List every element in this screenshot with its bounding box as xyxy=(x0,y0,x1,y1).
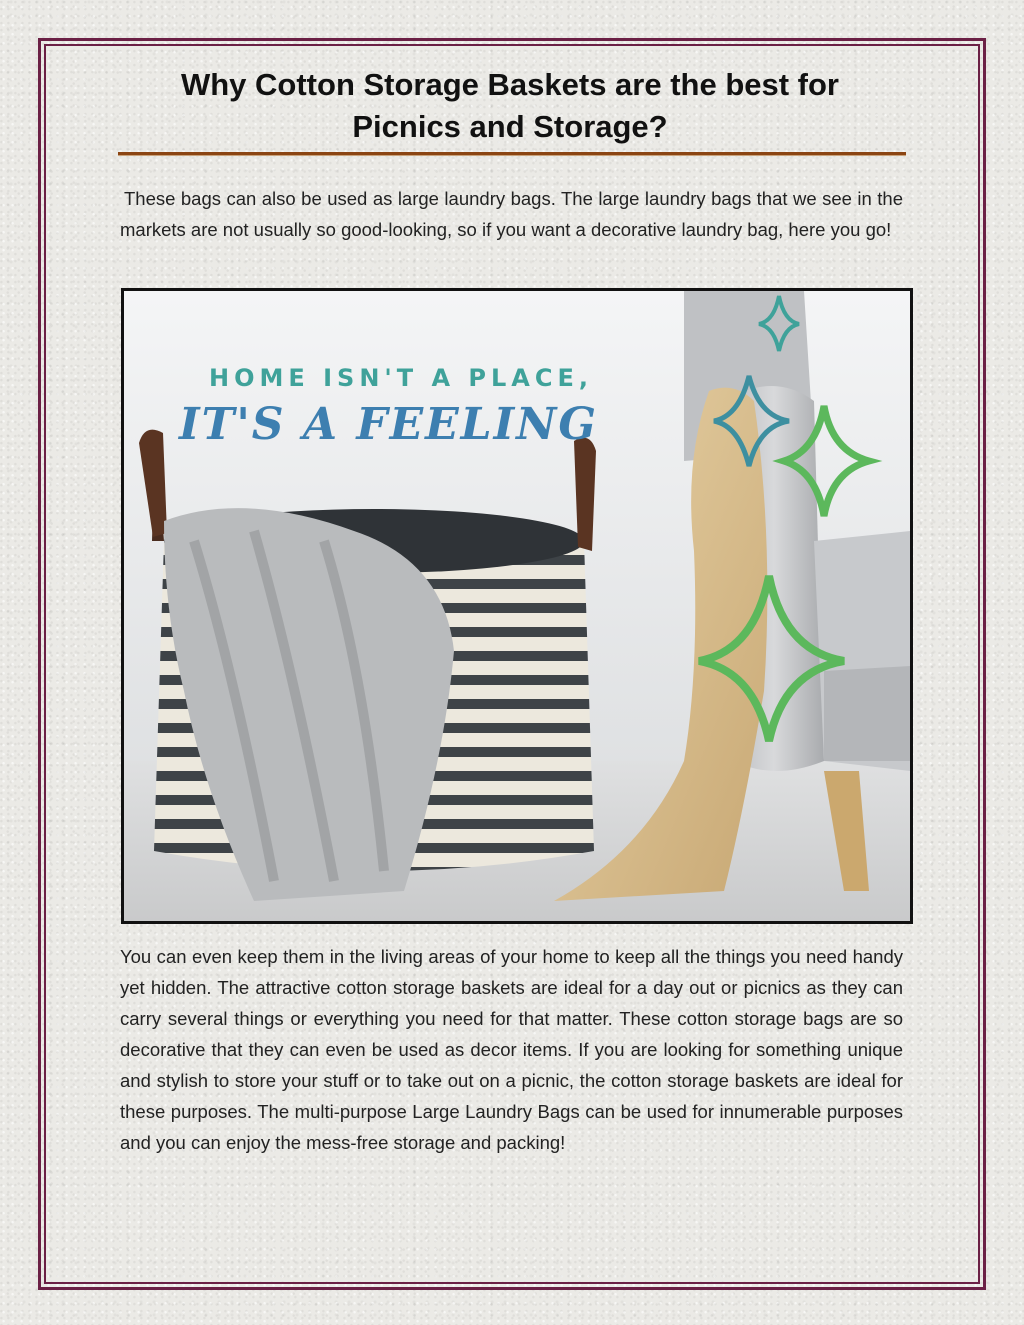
title-underline xyxy=(118,152,906,156)
title-line-1: Why Cotton Storage Baskets are the best for xyxy=(180,67,839,102)
body-paragraph: You can even keep them in the living areas of your home to keep all the things you need handy yet hidden. The attractive cotton storage baskets are ideal for a day out or picnics as they can carry several things or everything you need for that matter. These cotton storage bags are so decorative that they can even be used as decor items. If you are looking for something unique and stylish to store your stuff or to take out on a picnic, the cotton storage baskets are ideal for these purposes. The multi-purpose Large Laundry Bags can be used for innumerable purposes and you can enjoy the mess-free storage and packing! xyxy=(120,946,903,1153)
photo-headline: HOME ISN'T A PLACE, xyxy=(209,364,594,392)
intro-paragraph: These bags can also be used as large laundry bags. The large laundry bags that we see in the markets are not usually so good-looking, so if you want a decorative laundry bag, here you go! xyxy=(120,188,903,240)
basket-photo xyxy=(121,288,913,924)
page-title xyxy=(110,64,910,148)
title-line-2: Picnics and Storage? xyxy=(352,109,668,144)
photo-script-line: IT'S A FEELING xyxy=(179,399,598,450)
